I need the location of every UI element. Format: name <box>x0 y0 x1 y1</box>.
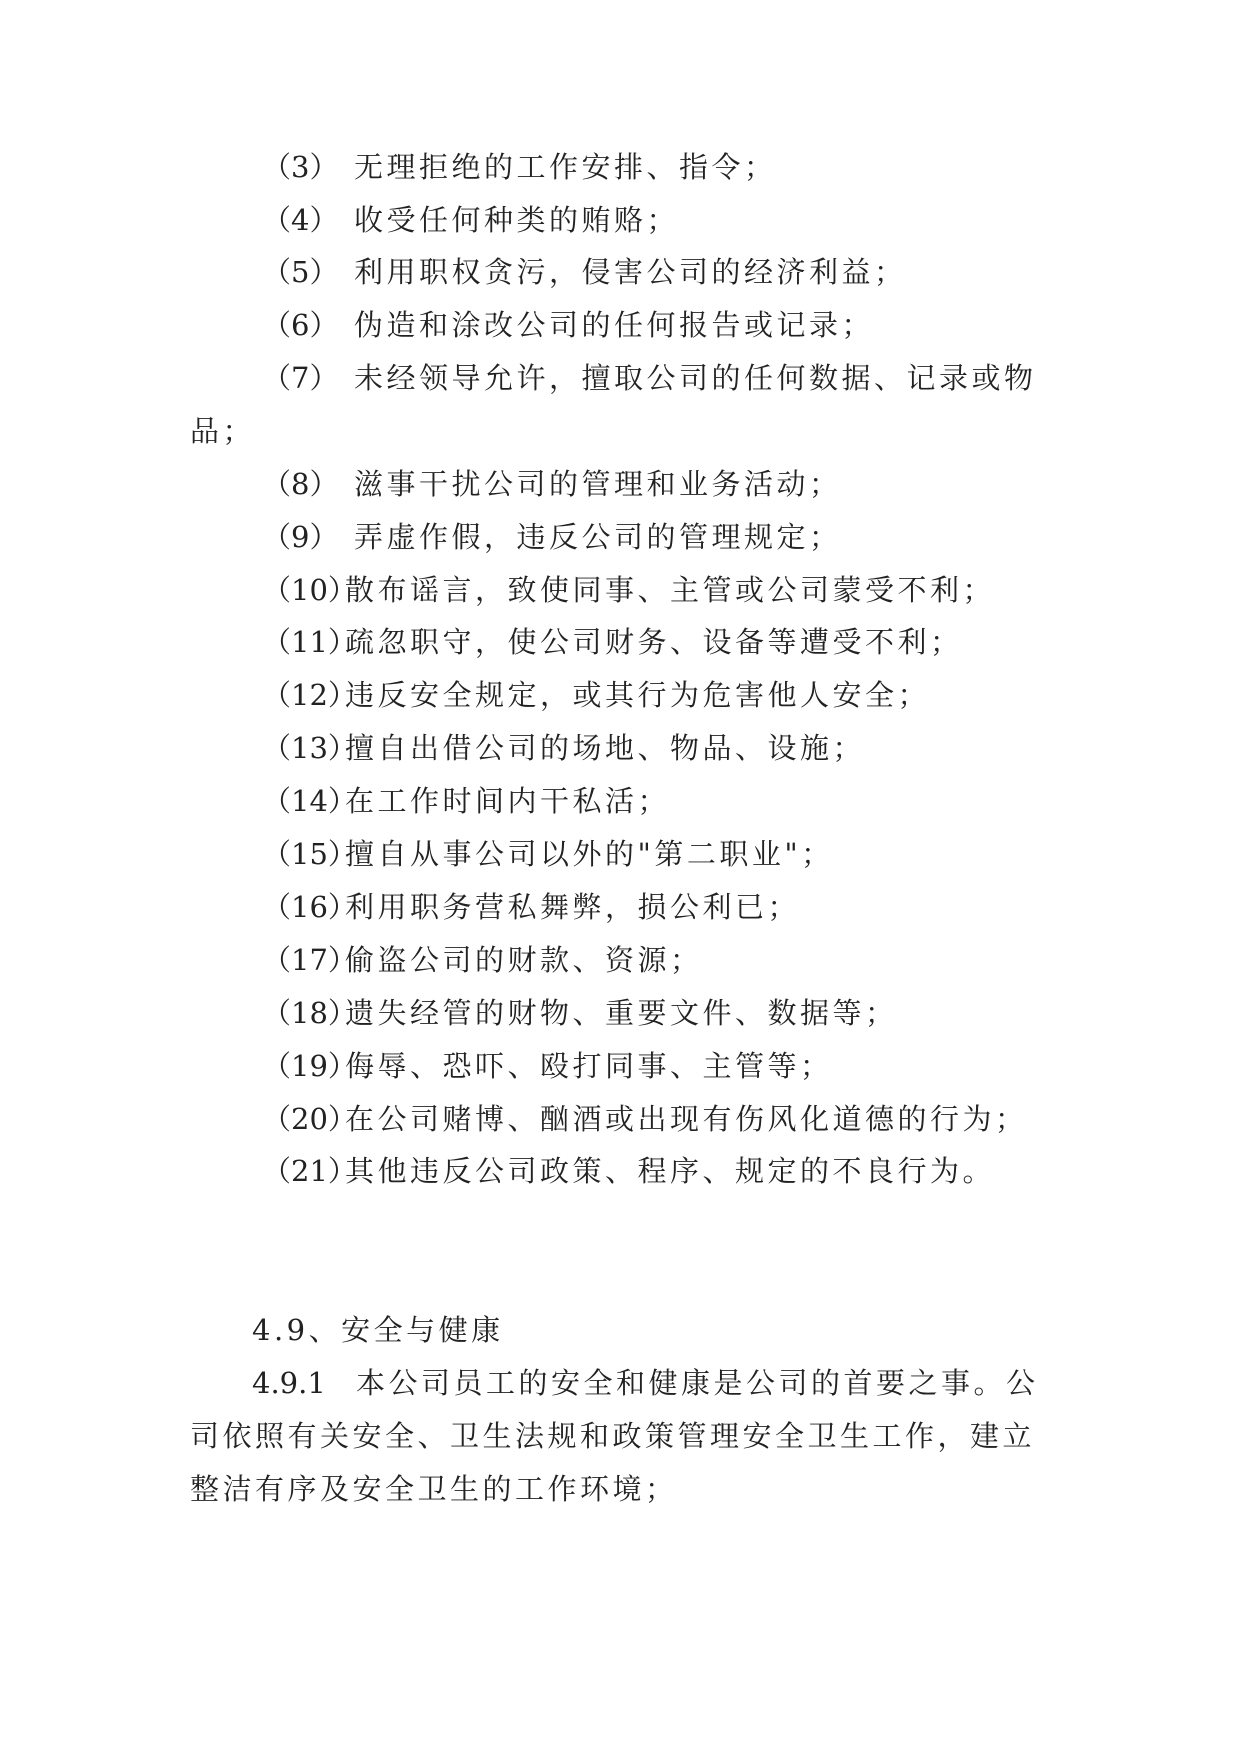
item-text: 其他违反公司政策、程序、规定的不良行为。 <box>345 1154 996 1188</box>
item-number: （3） <box>262 150 339 184</box>
list-item <box>262 834 834 874</box>
item-text: 侮辱、恐吓、殴打同事、主管等； <box>345 1049 833 1083</box>
subsection-number: 4.9.1 <box>252 1366 326 1400</box>
item-text: 遗失经管的财物、重要文件、数据等； <box>345 996 898 1030</box>
list-item <box>262 358 1037 398</box>
item-text: 擅自从事公司以外的"第二职业"； <box>345 837 834 871</box>
list-item <box>262 570 995 610</box>
list-item <box>262 728 865 768</box>
paragraph-text: 司依照有关安全、卫生法规和政策管理安全卫生工作，建立 <box>190 1419 1036 1453</box>
paragraph-text: 整洁有序及安全卫生的工作环境； <box>190 1472 678 1506</box>
item-text: 散布谣言，致使同事、主管或公司蒙受不利； <box>345 573 996 607</box>
item-number: （11） <box>262 625 357 659</box>
item-text: 在工作时间内干私活； <box>345 784 671 818</box>
list-item <box>262 675 930 715</box>
item-number: （4） <box>262 203 339 237</box>
list-item <box>262 1151 995 1191</box>
list-item <box>262 252 907 292</box>
item-text: 滋事干扰公司的管理和业务活动； <box>354 467 842 501</box>
list-item <box>262 147 777 187</box>
item-text: 弄虚作假，违反公司的管理规定； <box>354 520 842 554</box>
item-text: 收受任何种类的贿赂； <box>354 203 680 237</box>
list-item <box>262 781 670 821</box>
item-text: 利用职权贪污，侵害公司的经济利益； <box>354 255 907 289</box>
list-item <box>262 993 898 1033</box>
list-item <box>262 622 963 662</box>
list-item <box>262 1204 355 1244</box>
section-heading-text: 4.9、安全与健康 <box>252 1313 504 1347</box>
paragraph-line <box>190 1416 1035 1456</box>
item-number: （6） <box>262 308 339 342</box>
item-number: （14） <box>262 784 357 818</box>
list-item <box>262 305 874 345</box>
item-text-continuation: 品； <box>190 414 256 448</box>
item-number: （8） <box>262 467 339 501</box>
item-number: （13） <box>262 731 357 765</box>
item-number: （15） <box>262 837 357 871</box>
item-number: （12） <box>262 678 357 712</box>
item-number: （5） <box>262 255 339 289</box>
item-text: 无理拒绝的工作安排、指令； <box>354 150 777 184</box>
item-text: 未经领导允许，擅取公司的任何数据、记录或物 <box>354 361 1037 395</box>
section-heading <box>252 1310 504 1350</box>
item-number: （17） <box>262 943 357 977</box>
item-number: （9） <box>262 520 339 554</box>
list-item <box>262 1257 345 1297</box>
list-item <box>262 887 800 927</box>
item-number: （20） <box>262 1102 357 1136</box>
item-text: 擅自出借公司的场地、物品、设施； <box>345 731 866 765</box>
item-text: 违反安全规定，或其行为危害他人安全； <box>345 678 931 712</box>
list-item <box>262 464 842 504</box>
item-number: （7） <box>262 361 339 395</box>
item-number: （19） <box>262 1049 357 1083</box>
list-item <box>262 1099 1028 1139</box>
list-item <box>262 1046 833 1086</box>
item-text: 利用职务营私舞弊，损公利已； <box>345 890 801 924</box>
paragraph-text: 本公司员工的安全和健康是公司的首要之事。公 <box>356 1366 1039 1400</box>
item-text: 偷盗公司的财款、资源； <box>345 943 703 977</box>
item-number: （10） <box>262 573 357 607</box>
item-number: （21） <box>262 1154 357 1188</box>
list-item <box>262 517 842 557</box>
list-item <box>262 940 703 980</box>
paragraph-line <box>190 1469 678 1509</box>
item-text: 疏忽职守，使公司财务、设备等遭受不利； <box>345 625 963 659</box>
paragraph-line <box>252 1363 1039 1403</box>
list-item <box>262 200 679 240</box>
list-item-continuation <box>190 411 255 451</box>
item-number: （16） <box>262 890 357 924</box>
item-text: 在公司赌博、酗酒或出现有伤风化道德的行为； <box>345 1102 1028 1136</box>
item-number: （18） <box>262 996 357 1030</box>
item-text: 伪造和涂改公司的任何报告或记录； <box>354 308 875 342</box>
